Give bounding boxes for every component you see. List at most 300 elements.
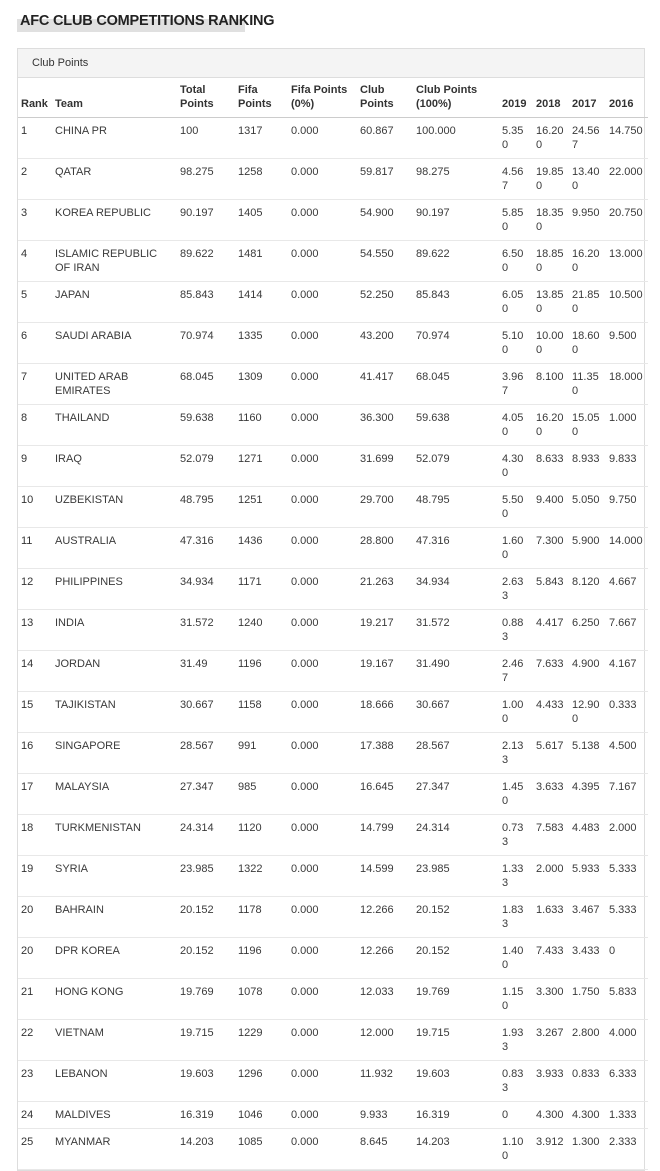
table-body: [18, 118, 648, 1170]
value-cell-fifa-points-0: 0.000: [288, 774, 357, 815]
value-cell-2018: 8.100: [533, 364, 569, 405]
rank-cell: 2: [18, 159, 52, 200]
value-cell-total-points: 70.974: [177, 323, 235, 364]
value-cell-2017: 4.900: [569, 651, 606, 692]
team-cell: TAJIKISTAN: [52, 692, 177, 733]
value-cell-2018: 5.617: [533, 733, 569, 774]
rank-cell: 19: [18, 856, 52, 897]
value-cell-2019: 0.733: [499, 815, 533, 856]
value-cell-total-points: 48.795: [177, 487, 235, 528]
value-cell-club-points-100: 28.567: [413, 733, 499, 774]
rank-cell: 14: [18, 651, 52, 692]
panel-header-label: Club Points: [32, 57, 89, 69]
value-cell-fifa-points-0: 0.000: [288, 323, 357, 364]
value-cell-fifa-points: 1271: [235, 446, 288, 487]
column-header-club-points-100: Club Points (100%): [413, 78, 499, 118]
value-cell-2017: 8.933: [569, 446, 606, 487]
value-cell-2018: 4.300: [533, 1102, 569, 1129]
value-cell-2017: 6.250: [569, 610, 606, 651]
value-cell-fifa-points: 1335: [235, 323, 288, 364]
value-cell-fifa-points: 1240: [235, 610, 288, 651]
table-row: [18, 897, 648, 938]
value-cell-2019: 4.300: [499, 446, 533, 487]
value-cell-2016: 4.667: [606, 569, 648, 610]
column-header-2018: 2018: [533, 78, 569, 118]
table-header-row: [18, 78, 648, 118]
value-cell-2019: 1.933: [499, 1020, 533, 1061]
value-cell-club-points: 14.799: [357, 815, 413, 856]
value-cell-fifa-points: 985: [235, 774, 288, 815]
value-cell-fifa-points: 1046: [235, 1102, 288, 1129]
table-row: [18, 815, 648, 856]
value-cell-2019: 1.833: [499, 897, 533, 938]
rank-cell: 25: [18, 1129, 52, 1170]
value-cell-club-points: 12.033: [357, 979, 413, 1020]
value-cell-total-points: 19.603: [177, 1061, 235, 1102]
table-row: [18, 938, 648, 979]
value-cell-total-points: 28.567: [177, 733, 235, 774]
value-cell-total-points: 59.638: [177, 405, 235, 446]
value-cell-2017: 21.850: [569, 282, 606, 323]
table-row: [18, 241, 648, 282]
rank-cell: 21: [18, 979, 52, 1020]
value-cell-2017: 15.050: [569, 405, 606, 446]
value-cell-total-points: 47.316: [177, 528, 235, 569]
value-cell-club-points-100: 31.572: [413, 610, 499, 651]
column-header-team: Team: [52, 78, 177, 118]
value-cell-2019: 5.100: [499, 323, 533, 364]
value-cell-2019: 5.350: [499, 118, 533, 159]
value-cell-2017: 3.467: [569, 897, 606, 938]
value-cell-fifa-points: 1296: [235, 1061, 288, 1102]
value-cell-total-points: 19.769: [177, 979, 235, 1020]
value-cell-club-points-100: 19.603: [413, 1061, 499, 1102]
table-row: [18, 1129, 648, 1170]
value-cell-club-points: 60.867: [357, 118, 413, 159]
value-cell-2016: 2.000: [606, 815, 648, 856]
table-row: [18, 405, 648, 446]
value-cell-2016: 0: [606, 938, 648, 979]
rank-cell: 5: [18, 282, 52, 323]
team-cell: TURKMENISTAN: [52, 815, 177, 856]
team-cell: THAILAND: [52, 405, 177, 446]
team-cell: QATAR: [52, 159, 177, 200]
value-cell-club-points-100: 48.795: [413, 487, 499, 528]
value-cell-club-points: 18.666: [357, 692, 413, 733]
value-cell-fifa-points: 1258: [235, 159, 288, 200]
value-cell-2017: 1.750: [569, 979, 606, 1020]
value-cell-club-points: 16.645: [357, 774, 413, 815]
value-cell-2016: 9.833: [606, 446, 648, 487]
value-cell-2018: 13.850: [533, 282, 569, 323]
rank-cell: 6: [18, 323, 52, 364]
value-cell-2017: 24.567: [569, 118, 606, 159]
value-cell-club-points-100: 98.275: [413, 159, 499, 200]
value-cell-club-points-100: 47.316: [413, 528, 499, 569]
value-cell-club-points-100: 19.769: [413, 979, 499, 1020]
value-cell-club-points: 52.250: [357, 282, 413, 323]
value-cell-club-points: 14.599: [357, 856, 413, 897]
value-cell-fifa-points: 1171: [235, 569, 288, 610]
value-cell-fifa-points: 1436: [235, 528, 288, 569]
value-cell-club-points-100: 20.152: [413, 938, 499, 979]
value-cell-2019: 0: [499, 1102, 533, 1129]
value-cell-fifa-points-0: 0.000: [288, 569, 357, 610]
rank-cell: 16: [18, 733, 52, 774]
value-cell-2018: 16.200: [533, 405, 569, 446]
value-cell-2018: 7.300: [533, 528, 569, 569]
value-cell-2019: 2.633: [499, 569, 533, 610]
value-cell-fifa-points: 1085: [235, 1129, 288, 1170]
table-row: [18, 487, 648, 528]
value-cell-club-points-100: 85.843: [413, 282, 499, 323]
value-cell-club-points: 12.000: [357, 1020, 413, 1061]
team-cell: INDIA: [52, 610, 177, 651]
value-cell-fifa-points-0: 0.000: [288, 364, 357, 405]
team-cell: JORDAN: [52, 651, 177, 692]
team-cell: DPR KOREA: [52, 938, 177, 979]
team-cell: UNITED ARAB EMIRATES: [52, 364, 177, 405]
value-cell-fifa-points-0: 0.000: [288, 1129, 357, 1170]
value-cell-2017: 5.900: [569, 528, 606, 569]
team-cell: IRAQ: [52, 446, 177, 487]
table-row: [18, 610, 648, 651]
value-cell-fifa-points: 1229: [235, 1020, 288, 1061]
value-cell-2018: 7.583: [533, 815, 569, 856]
value-cell-club-points: 21.263: [357, 569, 413, 610]
table-row: [18, 528, 648, 569]
value-cell-2017: 5.138: [569, 733, 606, 774]
value-cell-club-points: 19.167: [357, 651, 413, 692]
rank-cell: 22: [18, 1020, 52, 1061]
table-row: [18, 733, 648, 774]
value-cell-fifa-points: 1196: [235, 651, 288, 692]
value-cell-club-points-100: 70.974: [413, 323, 499, 364]
value-cell-club-points-100: 24.314: [413, 815, 499, 856]
panel-header: [18, 49, 644, 78]
value-cell-fifa-points: 1158: [235, 692, 288, 733]
column-header-club-points: Club Points: [357, 78, 413, 118]
team-cell: KOREA REPUBLIC: [52, 200, 177, 241]
value-cell-fifa-points-0: 0.000: [288, 200, 357, 241]
value-cell-club-points: 12.266: [357, 938, 413, 979]
table-row: [18, 446, 648, 487]
rank-cell: 15: [18, 692, 52, 733]
value-cell-2019: 4.050: [499, 405, 533, 446]
team-cell: VIETNAM: [52, 1020, 177, 1061]
value-cell-2017: 18.600: [569, 323, 606, 364]
rank-cell: 1: [18, 118, 52, 159]
value-cell-2018: 7.433: [533, 938, 569, 979]
value-cell-fifa-points-0: 0.000: [288, 897, 357, 938]
rank-cell: 24: [18, 1102, 52, 1129]
value-cell-2016: 7.667: [606, 610, 648, 651]
value-cell-2017: 9.950: [569, 200, 606, 241]
value-cell-2016: 2.333: [606, 1129, 648, 1170]
value-cell-fifa-points-0: 0.000: [288, 692, 357, 733]
value-cell-2016: 14.000: [606, 528, 648, 569]
value-cell-2017: 4.395: [569, 774, 606, 815]
table-row: [18, 323, 648, 364]
value-cell-fifa-points: 1178: [235, 897, 288, 938]
value-cell-club-points-100: 20.152: [413, 897, 499, 938]
value-cell-club-points-100: 31.490: [413, 651, 499, 692]
column-header-fifa-points: Fifa Points: [235, 78, 288, 118]
value-cell-2019: 5.850: [499, 200, 533, 241]
rank-cell: 11: [18, 528, 52, 569]
value-cell-2019: 1.000: [499, 692, 533, 733]
value-cell-club-points-100: 34.934: [413, 569, 499, 610]
value-cell-club-points: 8.645: [357, 1129, 413, 1170]
value-cell-fifa-points-0: 0.000: [288, 1020, 357, 1061]
value-cell-fifa-points-0: 0.000: [288, 856, 357, 897]
team-cell: AUSTRALIA: [52, 528, 177, 569]
value-cell-club-points: 41.417: [357, 364, 413, 405]
value-cell-2018: 18.850: [533, 241, 569, 282]
value-cell-2019: 1.150: [499, 979, 533, 1020]
value-cell-total-points: 34.934: [177, 569, 235, 610]
value-cell-2019: 5.500: [499, 487, 533, 528]
value-cell-2019: 0.833: [499, 1061, 533, 1102]
value-cell-2019: 1.600: [499, 528, 533, 569]
value-cell-club-points: 54.900: [357, 200, 413, 241]
value-cell-2016: 5.833: [606, 979, 648, 1020]
value-cell-2019: 2.467: [499, 651, 533, 692]
value-cell-2019: 2.133: [499, 733, 533, 774]
value-cell-2017: 13.400: [569, 159, 606, 200]
value-cell-2016: 22.000: [606, 159, 648, 200]
value-cell-2016: 20.750: [606, 200, 648, 241]
value-cell-2018: 4.417: [533, 610, 569, 651]
rank-cell: 20: [18, 938, 52, 979]
value-cell-fifa-points: 1481: [235, 241, 288, 282]
table-row: [18, 282, 648, 323]
value-cell-fifa-points-0: 0.000: [288, 610, 357, 651]
value-cell-total-points: 31.49: [177, 651, 235, 692]
rank-cell: 12: [18, 569, 52, 610]
table-row: [18, 364, 648, 405]
value-cell-club-points-100: 59.638: [413, 405, 499, 446]
team-cell: SINGAPORE: [52, 733, 177, 774]
value-cell-2018: 19.850: [533, 159, 569, 200]
value-cell-2016: 13.000: [606, 241, 648, 282]
team-cell: CHINA PR: [52, 118, 177, 159]
value-cell-fifa-points-0: 0.000: [288, 1102, 357, 1129]
team-cell: UZBEKISTAN: [52, 487, 177, 528]
value-cell-fifa-points: 1078: [235, 979, 288, 1020]
column-header-fifa-points-0: Fifa Points (0%): [288, 78, 357, 118]
table-row: [18, 200, 648, 241]
table-row: [18, 979, 648, 1020]
value-cell-club-points-100: 52.079: [413, 446, 499, 487]
value-cell-club-points: 17.388: [357, 733, 413, 774]
value-cell-fifa-points-0: 0.000: [288, 159, 357, 200]
value-cell-fifa-points-0: 0.000: [288, 405, 357, 446]
value-cell-2017: 4.300: [569, 1102, 606, 1129]
value-cell-total-points: 23.985: [177, 856, 235, 897]
value-cell-club-points-100: 89.622: [413, 241, 499, 282]
value-cell-club-points: 29.700: [357, 487, 413, 528]
rank-cell: 9: [18, 446, 52, 487]
value-cell-2017: 11.350: [569, 364, 606, 405]
value-cell-2016: 0.333: [606, 692, 648, 733]
value-cell-fifa-points: 991: [235, 733, 288, 774]
table-row: [18, 118, 648, 159]
value-cell-total-points: 27.347: [177, 774, 235, 815]
rank-cell: 7: [18, 364, 52, 405]
value-cell-2019: 0.883: [499, 610, 533, 651]
value-cell-2017: 5.933: [569, 856, 606, 897]
value-cell-2016: 9.500: [606, 323, 648, 364]
value-cell-2018: 7.633: [533, 651, 569, 692]
value-cell-2017: 8.120: [569, 569, 606, 610]
value-cell-2019: 6.500: [499, 241, 533, 282]
rank-cell: 23: [18, 1061, 52, 1102]
value-cell-fifa-points-0: 0.000: [288, 938, 357, 979]
team-cell: HONG KONG: [52, 979, 177, 1020]
value-cell-2016: 4.000: [606, 1020, 648, 1061]
value-cell-2016: 18.000: [606, 364, 648, 405]
value-cell-2019: 1.450: [499, 774, 533, 815]
value-cell-club-points: 19.217: [357, 610, 413, 651]
value-cell-2019: 1.333: [499, 856, 533, 897]
table-row: [18, 856, 648, 897]
value-cell-fifa-points-0: 0.000: [288, 979, 357, 1020]
value-cell-2017: 12.900: [569, 692, 606, 733]
value-cell-total-points: 19.715: [177, 1020, 235, 1061]
value-cell-total-points: 90.197: [177, 200, 235, 241]
value-cell-2017: 1.300: [569, 1129, 606, 1170]
value-cell-fifa-points: 1405: [235, 200, 288, 241]
value-cell-total-points: 20.152: [177, 938, 235, 979]
table-row: [18, 159, 648, 200]
value-cell-2018: 4.433: [533, 692, 569, 733]
value-cell-2018: 3.300: [533, 979, 569, 1020]
value-cell-club-points-100: 68.045: [413, 364, 499, 405]
value-cell-2017: 5.050: [569, 487, 606, 528]
table-row: [18, 774, 648, 815]
value-cell-2016: 4.500: [606, 733, 648, 774]
rank-cell: 10: [18, 487, 52, 528]
value-cell-2016: 5.333: [606, 897, 648, 938]
value-cell-2017: 3.433: [569, 938, 606, 979]
value-cell-2016: 7.167: [606, 774, 648, 815]
value-cell-club-points: 43.200: [357, 323, 413, 364]
value-cell-fifa-points-0: 0.000: [288, 651, 357, 692]
rank-cell: 18: [18, 815, 52, 856]
value-cell-2018: 3.933: [533, 1061, 569, 1102]
value-cell-club-points: 54.550: [357, 241, 413, 282]
value-cell-2019: 1.400: [499, 938, 533, 979]
value-cell-2019: 4.567: [499, 159, 533, 200]
team-cell: MYANMAR: [52, 1129, 177, 1170]
value-cell-total-points: 31.572: [177, 610, 235, 651]
value-cell-2018: 3.912: [533, 1129, 569, 1170]
value-cell-2016: 4.167: [606, 651, 648, 692]
value-cell-2016: 9.750: [606, 487, 648, 528]
value-cell-club-points-100: 30.667: [413, 692, 499, 733]
value-cell-fifa-points-0: 0.000: [288, 446, 357, 487]
value-cell-club-points-100: 16.319: [413, 1102, 499, 1129]
table-row: [18, 1020, 648, 1061]
table-header: [18, 78, 648, 118]
value-cell-total-points: 16.319: [177, 1102, 235, 1129]
value-cell-2017: 16.200: [569, 241, 606, 282]
team-cell: BAHRAIN: [52, 897, 177, 938]
value-cell-total-points: 68.045: [177, 364, 235, 405]
table-row: [18, 651, 648, 692]
rank-cell: 13: [18, 610, 52, 651]
value-cell-2018: 10.000: [533, 323, 569, 364]
value-cell-2016: 14.750: [606, 118, 648, 159]
value-cell-2019: 1.100: [499, 1129, 533, 1170]
value-cell-total-points: 30.667: [177, 692, 235, 733]
value-cell-club-points: 12.266: [357, 897, 413, 938]
value-cell-fifa-points: 1120: [235, 815, 288, 856]
column-header-2019: 2019: [499, 78, 533, 118]
team-cell: MALAYSIA: [52, 774, 177, 815]
value-cell-club-points-100: 14.203: [413, 1129, 499, 1170]
team-cell: JAPAN: [52, 282, 177, 323]
column-header-rank: Rank: [18, 78, 52, 118]
team-cell: LEBANON: [52, 1061, 177, 1102]
value-cell-2018: 1.633: [533, 897, 569, 938]
value-cell-fifa-points-0: 0.000: [288, 1061, 357, 1102]
value-cell-fifa-points: 1414: [235, 282, 288, 323]
value-cell-club-points: 36.300: [357, 405, 413, 446]
team-cell: ISLAMIC REPUBLIC OF IRAN: [52, 241, 177, 282]
table-row: [18, 569, 648, 610]
value-cell-2019: 3.967: [499, 364, 533, 405]
value-cell-2019: 6.050: [499, 282, 533, 323]
value-cell-2016: 6.333: [606, 1061, 648, 1102]
value-cell-2017: 2.800: [569, 1020, 606, 1061]
value-cell-fifa-points-0: 0.000: [288, 282, 357, 323]
value-cell-total-points: 24.314: [177, 815, 235, 856]
value-cell-fifa-points-0: 0.000: [288, 118, 357, 159]
value-cell-club-points-100: 19.715: [413, 1020, 499, 1061]
value-cell-total-points: 20.152: [177, 897, 235, 938]
value-cell-2018: 18.350: [533, 200, 569, 241]
value-cell-fifa-points-0: 0.000: [288, 815, 357, 856]
rank-cell: 3: [18, 200, 52, 241]
value-cell-2017: 0.833: [569, 1061, 606, 1102]
value-cell-club-points-100: 23.985: [413, 856, 499, 897]
table-row: [18, 1061, 648, 1102]
value-cell-total-points: 14.203: [177, 1129, 235, 1170]
table-row: [18, 692, 648, 733]
team-cell: SAUDI ARABIA: [52, 323, 177, 364]
value-cell-2016: 5.333: [606, 856, 648, 897]
value-cell-fifa-points: 1317: [235, 118, 288, 159]
column-header-2016: 2016: [606, 78, 648, 118]
table-row: [18, 1102, 648, 1129]
value-cell-2017: 4.483: [569, 815, 606, 856]
page-header: [17, 11, 660, 33]
ranking-table: [18, 78, 648, 1170]
value-cell-2018: 16.200: [533, 118, 569, 159]
value-cell-total-points: 100: [177, 118, 235, 159]
column-header-2017: 2017: [569, 78, 606, 118]
value-cell-2018: 3.267: [533, 1020, 569, 1061]
value-cell-club-points-100: 90.197: [413, 200, 499, 241]
rank-cell: 17: [18, 774, 52, 815]
value-cell-fifa-points-0: 0.000: [288, 733, 357, 774]
rank-cell: 20: [18, 897, 52, 938]
team-cell: SYRIA: [52, 856, 177, 897]
value-cell-club-points: 9.933: [357, 1102, 413, 1129]
value-cell-2018: 2.000: [533, 856, 569, 897]
